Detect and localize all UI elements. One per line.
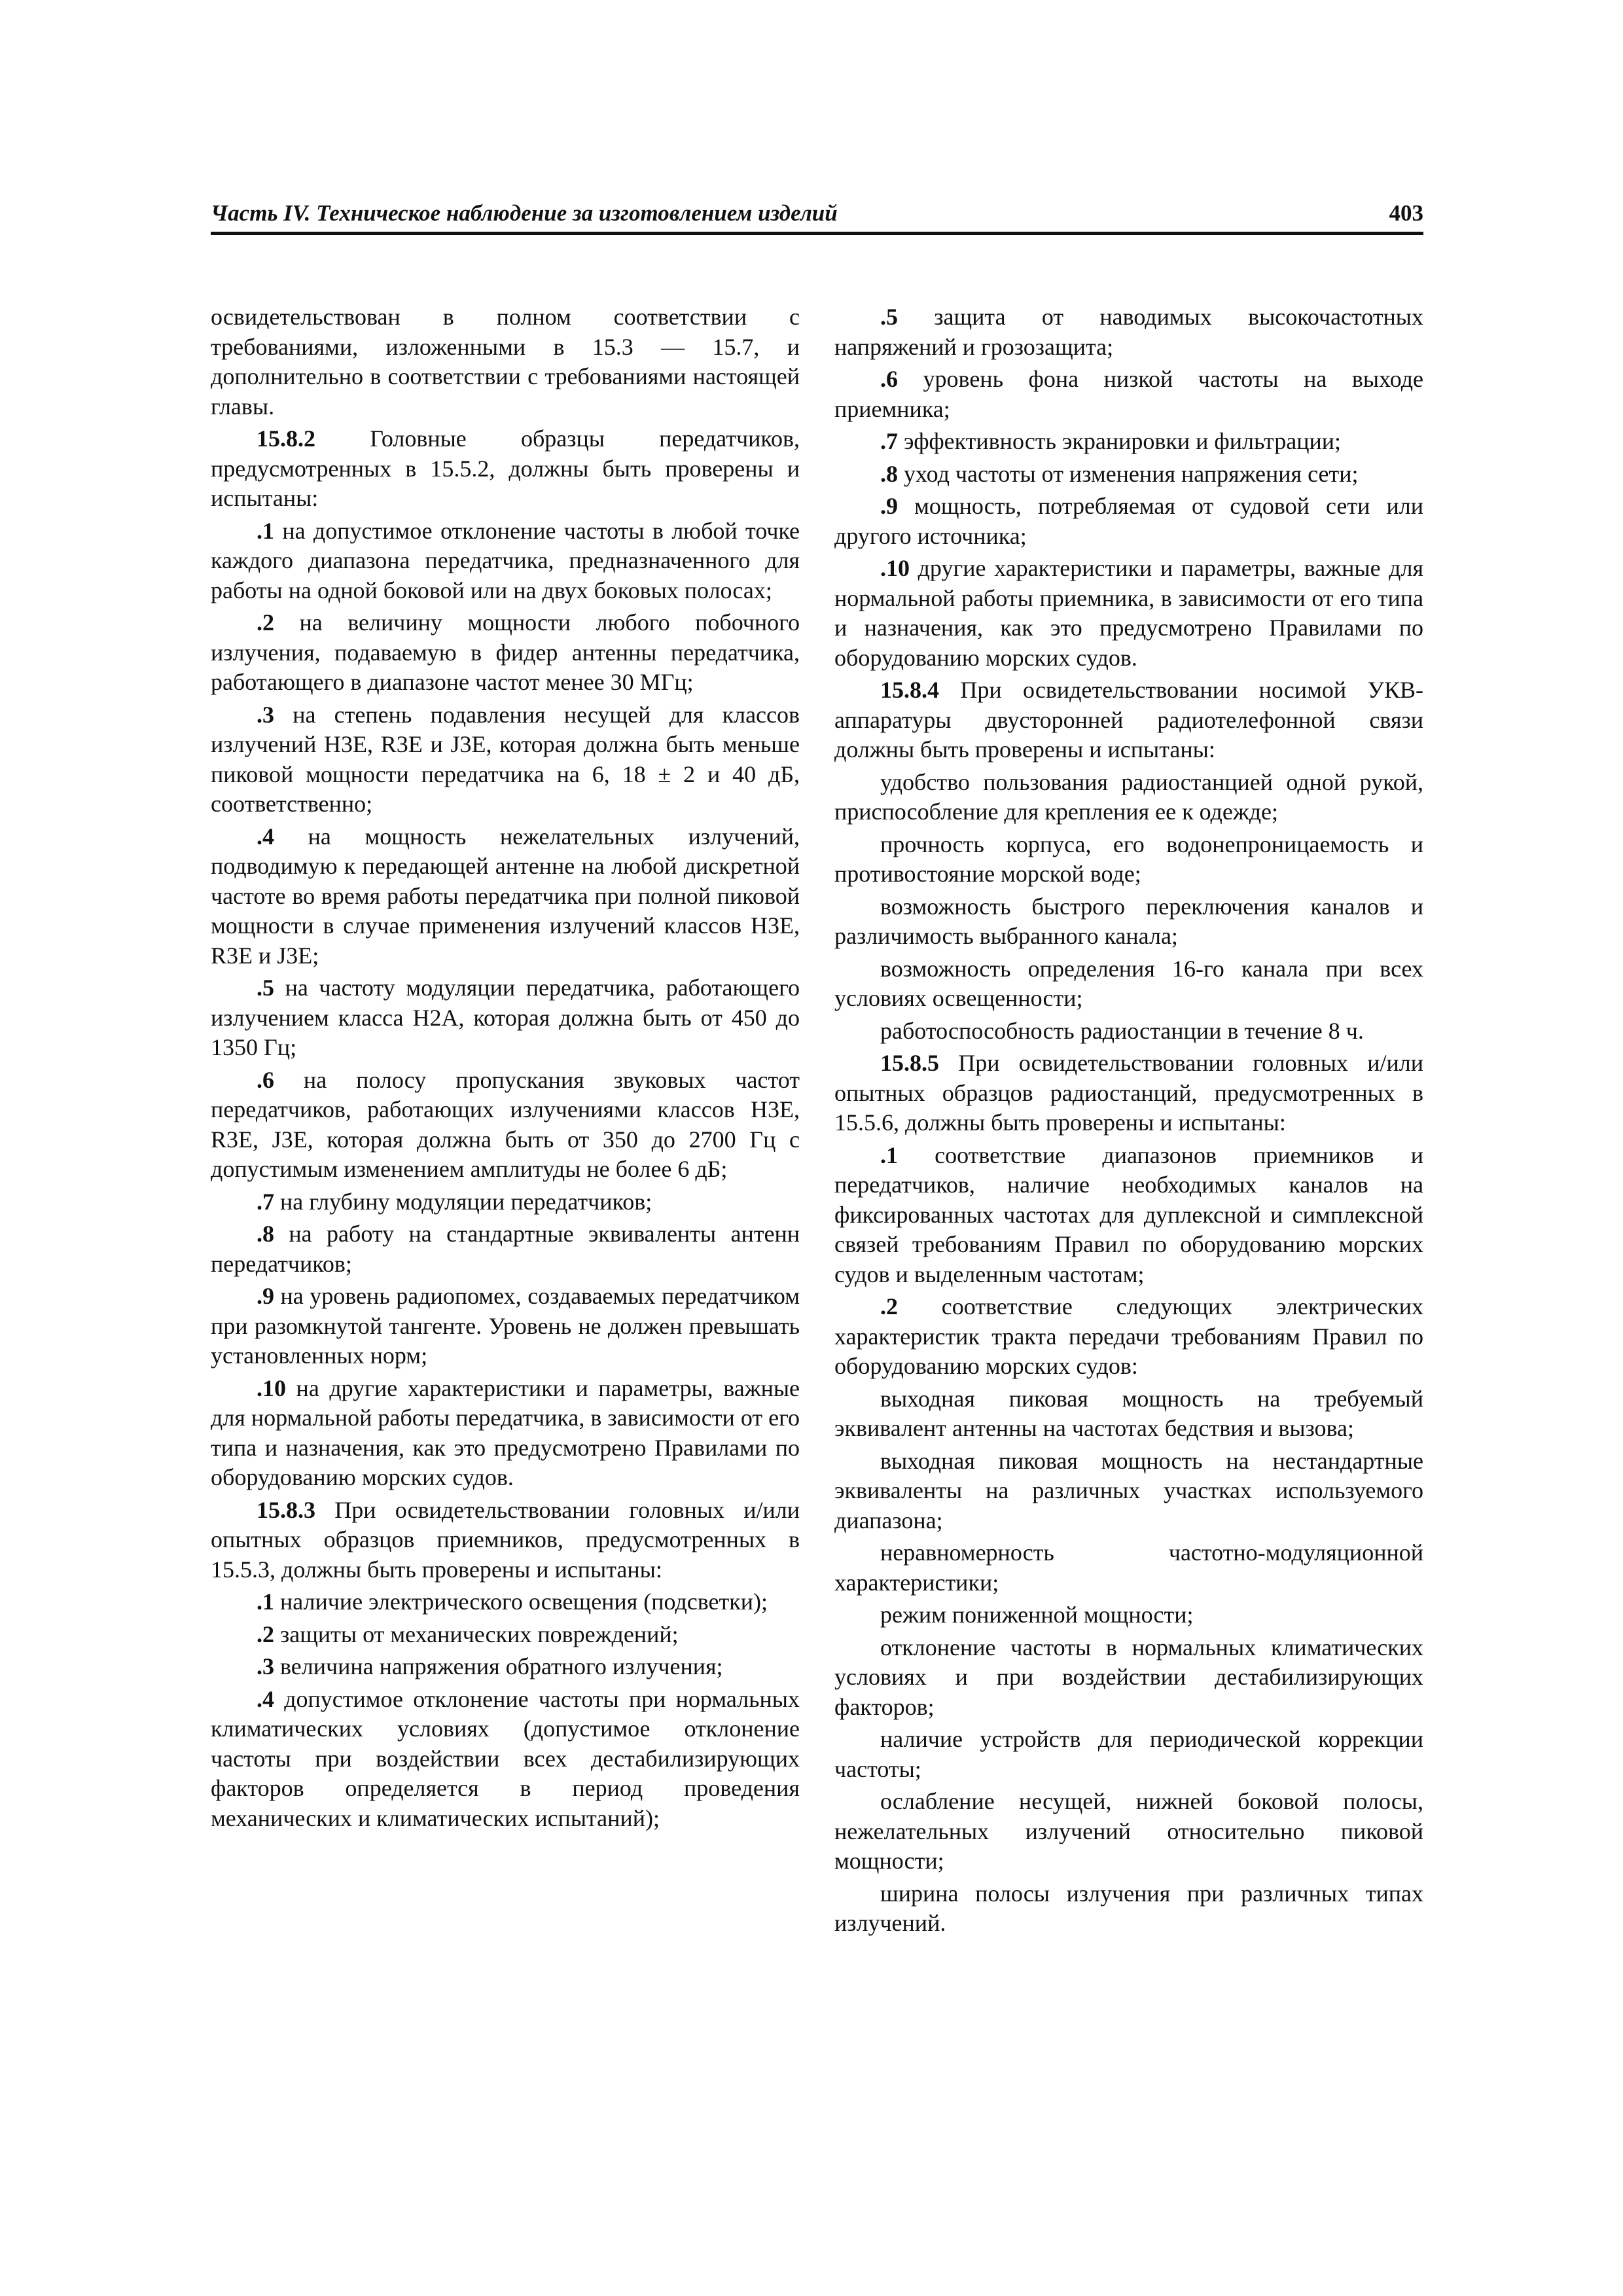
paragraph-number: .10 — [880, 555, 910, 581]
paragraph — [834, 1600, 1423, 1630]
paragraph — [211, 1282, 800, 1371]
paragraph-text: соответствие следующих электрических характеристик тракта передачи требованиям Правил по оборудованию морских судов: — [834, 1293, 1423, 1379]
paragraph-number: .5 — [880, 304, 898, 330]
paragraph — [211, 1652, 800, 1682]
paragraph-text: эффективность экранировки и фильтрации; — [898, 428, 1341, 454]
paragraph-number: 15.8.4 — [880, 677, 939, 703]
paragraph-text: на степень подавления несущей для классов излучений H3E, R3E и J3E, которая должна быть меньше пиковой мощности передатчика на 6, 18 ± 2 и 40 дБ, соответственно; — [211, 701, 800, 817]
paragraph-text: выходная пиковая мощность на требуемый эквивалент антенны на частотах бедствия и вызова; — [834, 1385, 1423, 1441]
paragraph — [834, 459, 1423, 490]
paragraph — [834, 1016, 1423, 1047]
paragraph-number: 15.8.5 — [880, 1050, 939, 1076]
paragraph — [834, 768, 1423, 827]
paragraph — [834, 427, 1423, 457]
paragraph — [834, 892, 1423, 952]
paragraph — [834, 1879, 1423, 1939]
paragraph-number: 15.8.3 — [257, 1496, 315, 1523]
paragraph — [834, 1384, 1423, 1444]
paragraph-text: Головные образцы передатчиков, предусмотренных в 15.5.2, должны быть проверены и испытаны: — [211, 425, 800, 511]
paragraph-text: возможность быстрого переключения каналов и различимость выбранного канала; — [834, 893, 1423, 949]
paragraph-text: При освидетельствовании головных и/или опытных образцов приемников, предусмотренных в 15.5.3, должны быть проверены и испытаны: — [211, 1496, 800, 1583]
paragraph-text: соответствие диапазонов приемников и передатчиков, наличие необходимых каналов на фиксированных частотах для дуплексной и симплексной связей требованиям Правил по оборудованию морских судов и выделенным частотам; — [834, 1141, 1423, 1287]
paragraph-number: .8 — [257, 1221, 274, 1247]
paragraph-text: мощность, потребляемая от судовой сети или другого источника; — [834, 493, 1423, 549]
paragraph-text: возможность определения 16-го канала при всех условиях освещенности; — [834, 955, 1423, 1011]
paragraph-number: .2 — [257, 609, 274, 636]
paragraph — [834, 1141, 1423, 1290]
paragraph-text: наличие электрического освещения (подсветки); — [274, 1588, 768, 1615]
paragraph — [211, 700, 800, 819]
paragraph — [211, 1219, 800, 1279]
paragraph — [834, 554, 1423, 673]
paragraph-text: работоспособность радиостанции в течение 8 ч. — [880, 1017, 1364, 1044]
paragraph-number: 15.8.2 — [257, 425, 315, 452]
paragraph-text: прочность корпуса, его водонепроницаемость и противостояние морской воде; — [834, 831, 1423, 887]
paragraph-number: .9 — [257, 1283, 274, 1309]
paragraph-text: уровень фона низкой частоты на выходе приемника; — [834, 366, 1423, 422]
paragraph-text: режим пониженной мощности; — [880, 1602, 1194, 1628]
paragraph-number: .6 — [880, 366, 898, 392]
paragraph — [211, 608, 800, 698]
paragraph-text: выходная пиковая мощность на нестандартные эквиваленты на различных участках используемого диапазона; — [834, 1447, 1423, 1534]
paragraph — [834, 1725, 1423, 1784]
paragraph — [834, 830, 1423, 889]
paragraph — [834, 1787, 1423, 1876]
paragraph-text: на уровень радиопомех, создаваемых передатчиком при разомкнутой тангенте. Уровень не должен превышать установленных норм; — [211, 1283, 800, 1369]
paragraph — [211, 302, 800, 422]
paragraph — [834, 1292, 1423, 1382]
paragraph-text: на полосу пропускания звуковых частот передатчиков, работающих излучениями классов H3E, R3E, J3E, которая должна быть от 350 до 2700 Гц с допустимым изменением амплитуды не более 6 дБ; — [211, 1066, 800, 1182]
left-column — [211, 302, 800, 1836]
paragraph-text: на допустимое отклонение частоты в любой точке каждого диапазона передатчика, предназначенного для работы на одной боковой или на двух боковых полосах; — [211, 517, 800, 603]
paragraph-text: на глубину модуляции передатчиков; — [274, 1188, 652, 1215]
paragraph — [834, 1633, 1423, 1723]
paragraph-number: .8 — [880, 460, 898, 487]
paragraph — [834, 302, 1423, 362]
paragraph-number: .7 — [257, 1188, 274, 1215]
paragraph-number: .3 — [257, 1653, 274, 1679]
paragraph-number: .7 — [880, 428, 898, 454]
paragraph — [211, 973, 800, 1063]
paragraph — [211, 516, 800, 606]
paragraph-number: .5 — [257, 975, 274, 1001]
paragraph — [834, 675, 1423, 765]
paragraph — [834, 365, 1423, 424]
paragraph-number: .1 — [257, 517, 274, 544]
paragraph-text: на другие характеристики и параметры, важные для нормальной работы передатчика, в зависимости от его типа и назначения, как это предусмотрено Правилами по оборудованию морских судов. — [211, 1374, 800, 1490]
paragraph-number: .4 — [257, 823, 274, 850]
paragraph-number: .6 — [257, 1066, 274, 1093]
running-title: Часть IV. Техническое наблюдение за изготовлением изделий — [211, 200, 838, 226]
paragraph-text: неравномерность частотно-модуляционной характеристики; — [834, 1539, 1423, 1596]
paragraph-number: .4 — [257, 1685, 274, 1712]
paragraph-text: ослабление несущей, нижней боковой полосы, нежелательных излучений относительно пиковой мощности; — [834, 1788, 1423, 1874]
paragraph-text: на частоту модуляции передатчика, работающего излучением класса H2A, которая должна быть от 450 до 1350 Гц; — [211, 975, 800, 1060]
paragraph-text: уход частоты от изменения напряжения сети; — [898, 460, 1359, 487]
paragraph-text: отклонение частоты в нормальных климатических условиях и при воздействии дестабилизирующих факторов; — [834, 1634, 1423, 1720]
paragraph-number: .1 — [880, 1141, 898, 1168]
paragraph — [211, 424, 800, 514]
paragraph — [211, 822, 800, 971]
paragraph-text: на величину мощности любого побочного излучения, подаваемую в фидер антенны передатчика, работающего в диапазоне частот менее 30 МГц; — [211, 609, 800, 695]
paragraph-text: наличие устройств для периодической коррекции частоты; — [834, 1726, 1423, 1782]
paragraph-text: защиты от механических повреждений; — [274, 1621, 679, 1647]
paragraph-text: защита от наводимых высокочастотных напряжений и грозозащита; — [834, 304, 1423, 360]
paragraph-text: При освидетельствовании головных и/или опытных образцов радиостанций, предусмотренных в 15.5.6, должны быть проверены и испытаны: — [834, 1050, 1423, 1136]
paragraph — [834, 492, 1423, 551]
paragraph-text: величина напряжения обратного излучения; — [274, 1653, 723, 1679]
paragraph-number: .3 — [257, 701, 274, 728]
paragraph — [211, 1066, 800, 1185]
paragraph-text: другие характеристики и параметры, важные для нормальной работы приемника, в зависимости от его типа и назначения, как это предусмотрено Правилами по оборудованию морских судов. — [834, 555, 1423, 671]
paragraph — [211, 1620, 800, 1650]
paragraph-number: .1 — [257, 1588, 274, 1615]
paragraph-text: на мощность нежелательных излучений, подводимую к передающей антенне на любой дискретной частоте во время работы передатчика при полной пиковой мощности в случае применения излучений классов H3E, R3E и J3E; — [211, 823, 800, 969]
page-number: 403 — [1389, 200, 1423, 226]
paragraph — [211, 1685, 800, 1834]
paragraph-number: .9 — [880, 493, 898, 519]
paragraph — [211, 1374, 800, 1493]
paragraph-text: ширина полосы излучения при различных типах излучений. — [834, 1880, 1423, 1936]
right-column — [834, 302, 1423, 1941]
paragraph — [211, 1496, 800, 1585]
paragraph — [211, 1587, 800, 1617]
paragraph-text: допустимое отклонение частоты при нормальных климатических условиях (допустимое отклонение частоты при воздействии всех дестабилизирующих факторов определяется в период проведения механических и климатических испытаний); — [211, 1685, 800, 1831]
paragraph — [211, 1187, 800, 1217]
page-header — [211, 198, 1423, 235]
paragraph-text: на работу на стандартные эквиваленты антенн передатчиков; — [211, 1221, 800, 1277]
paragraph-number: .2 — [257, 1621, 274, 1647]
paragraph — [834, 954, 1423, 1014]
paragraph-text: удобство пользования радиостанцией одной рукой, приспособление для крепления ее к одежде; — [834, 768, 1423, 825]
paragraph-number: .10 — [257, 1374, 286, 1401]
paragraph-text: освидетельствован в полном соответствии с требованиями, изложенными в 15.3 — 15.7, и дополнительно в соответствии с требованиями настоящей главы. — [211, 304, 800, 420]
paragraph-text: При освидетельствовании носимой УКВ-аппаратуры двусторонней радиотелефонной связи должны быть проверены и испытаны: — [834, 677, 1423, 762]
paragraph-number: .2 — [880, 1293, 898, 1319]
paragraph — [834, 1538, 1423, 1598]
paragraph — [834, 1049, 1423, 1138]
paragraph — [834, 1446, 1423, 1536]
